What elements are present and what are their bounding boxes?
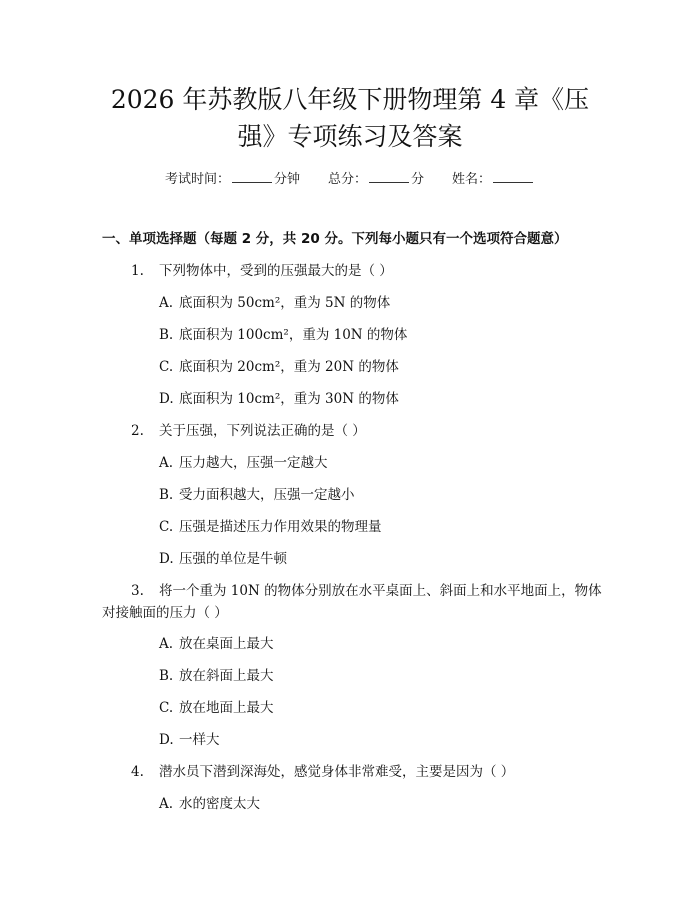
- question-1-option-a: [159, 293, 390, 313]
- score-unit: 分: [411, 172, 425, 187]
- question-3-option-d: [159, 730, 220, 750]
- option-text: 一样大: [179, 732, 220, 748]
- option-letter: D.: [159, 732, 174, 748]
- question-2: [131, 421, 366, 441]
- question-2-option-b: [159, 485, 355, 505]
- question-4-option-a: [159, 794, 260, 814]
- section-heading: 一、单项选择题（每题 2 分，共 20 分。下列每小题只有一个选项符合题意）: [102, 231, 568, 247]
- option-text: 受力面积越大，压强一定越小: [179, 487, 355, 503]
- document-title-line2: 强》专项练习及答案: [237, 122, 463, 151]
- question-4: [131, 762, 514, 782]
- score-label: 总分：: [327, 172, 367, 187]
- question-3-option-a: [159, 634, 274, 654]
- question-1-option-b: [159, 325, 407, 345]
- question-3-continuation: 对接触面的压力（ ）: [102, 605, 228, 621]
- question-text: 关于压强，下列说法正确的是（ ）: [159, 423, 366, 439]
- option-text: 水的密度太大: [179, 796, 260, 812]
- name-blank: [493, 168, 533, 183]
- question-3-option-c: [159, 698, 274, 718]
- option-letter: A.: [159, 796, 174, 812]
- question-2-option-a: [159, 453, 328, 473]
- option-text: 放在桌面上最大: [179, 636, 274, 652]
- option-text: 底面积为 100cm²，重为 10N 的物体: [179, 327, 408, 343]
- option-text: 放在地面上最大: [179, 700, 274, 716]
- document-title-line1: 2026 年苏教版八年级下册物理第 4 章《压: [110, 85, 590, 114]
- time-unit: 分钟: [273, 172, 300, 187]
- option-letter: B.: [159, 487, 174, 503]
- question-1-option-c: [159, 357, 399, 377]
- option-text: 压力越大，压强一定越大: [179, 455, 328, 471]
- option-letter: C.: [159, 359, 174, 375]
- option-text: 底面积为 50cm²，重为 5N 的物体: [179, 295, 391, 311]
- question-1-option-d: [159, 389, 399, 409]
- option-letter: D.: [159, 551, 174, 567]
- option-letter: C.: [159, 700, 174, 716]
- time-blank: [232, 168, 272, 183]
- question-3: [131, 581, 602, 601]
- option-text: 压强是描述压力作用效果的物理量: [179, 519, 382, 535]
- exam-meta: [0, 168, 700, 190]
- option-letter: B.: [159, 327, 174, 343]
- name-label: 姓名：: [452, 172, 492, 187]
- question-number: 3.: [131, 583, 144, 599]
- question-number: 4.: [131, 764, 144, 780]
- question-3-option-b: [159, 666, 274, 686]
- question-2-option-d: [159, 549, 287, 569]
- question-text: 潜水员下潜到深海处，感觉身体非常难受，主要是因为（ ）: [159, 764, 515, 780]
- question-number: 2.: [131, 423, 144, 439]
- option-text: 底面积为 20cm²，重为 20N 的物体: [179, 359, 399, 375]
- option-letter: B.: [159, 668, 174, 684]
- option-letter: D.: [159, 391, 174, 407]
- question-1: [131, 261, 393, 281]
- option-text: 放在斜面上最大: [179, 668, 274, 684]
- option-letter: A.: [159, 455, 174, 471]
- option-letter: C.: [159, 519, 174, 535]
- question-text-line1: 将一个重为 10N 的物体分别放在水平桌面上、斜面上和水平地面上，物体: [159, 583, 602, 599]
- option-text: 压强的单位是牛顿: [179, 551, 287, 567]
- time-label: 考试时间：: [164, 172, 230, 187]
- option-letter: A.: [159, 295, 174, 311]
- question-text: 下列物体中，受到的压强最大的是（ ）: [159, 263, 393, 279]
- option-text: 底面积为 10cm²，重为 30N 的物体: [179, 391, 399, 407]
- question-2-option-c: [159, 517, 382, 537]
- option-letter: A.: [159, 636, 174, 652]
- question-number: 1.: [131, 263, 144, 279]
- score-blank: [369, 168, 409, 183]
